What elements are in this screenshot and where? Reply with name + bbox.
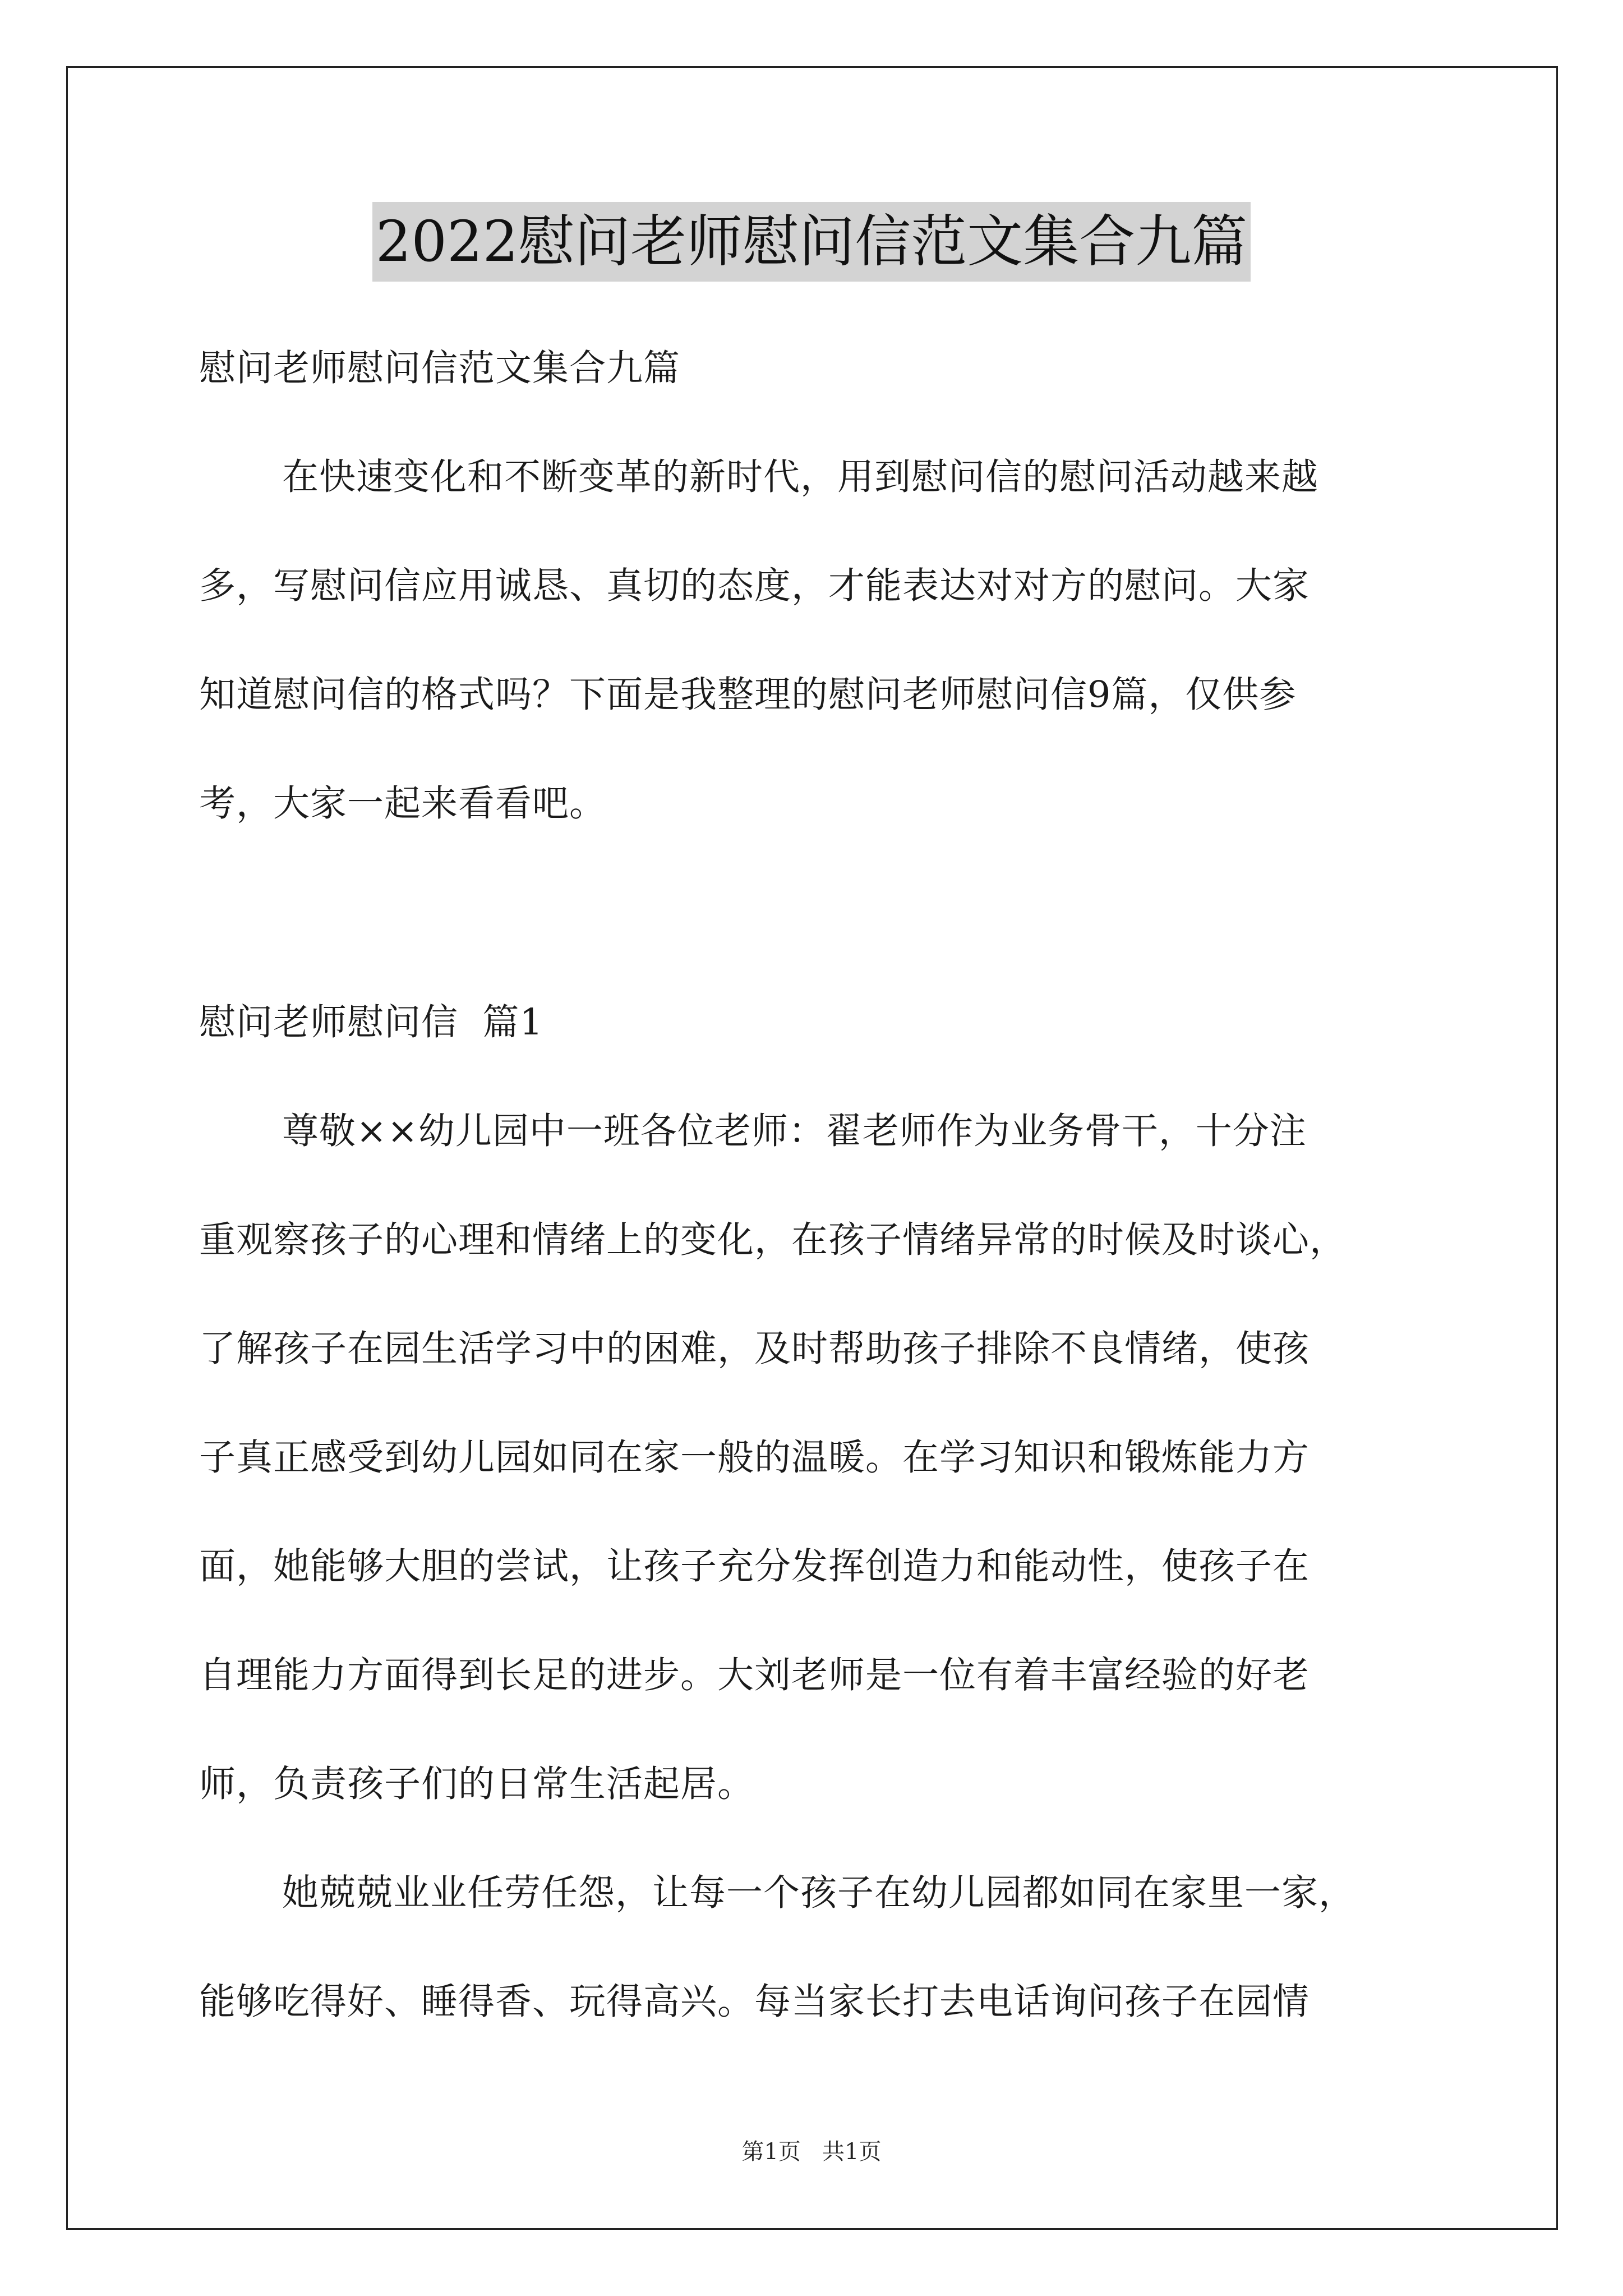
section1-para1-line: 重观察孩子的心理和情绪上的变化，在孩子情绪异常的时候及时谈心， (199, 1219, 1347, 1261)
intro-line: 多，写慰问信应用诚恳、真切的态度，才能表达对对方的慰问。大家 (199, 565, 1310, 607)
page-footer (0, 2136, 1623, 2168)
intro-heading: 慰问老师慰问信范文集合九篇 (199, 347, 681, 389)
section1-para2-line: 她兢兢业业任劳任怨，让每一个孩子在幼儿园都如同在家里一家， (282, 1872, 1356, 1914)
section1-para1-line: 自理能力方面得到长足的进步。大刘老师是一位有着丰富经验的好老 (199, 1654, 1310, 1696)
section1-para1-line: 了解孩子在园生活学习中的困难，及时帮助孩子排除不良情绪，使孩 (199, 1328, 1310, 1370)
intro-line: 考，大家一起来看看吧。 (199, 783, 607, 825)
section1-para1-line: 面，她能够大胆的尝试，让孩子充分发挥创造力和能动性，使孩子在 (199, 1545, 1310, 1588)
section1-para1-line: 子真正感受到幼儿园如同在家一般的温暖。在学习知识和锻炼能力方 (199, 1437, 1310, 1479)
section1-para2-line: 能够吃得好、睡得香、玩得高兴。每当家长打去电话询问孩子在园情 (199, 1981, 1310, 2023)
document-title: 2022慰问老师慰问信范文集合九篇 (372, 202, 1251, 282)
intro-line: 知道慰问信的格式吗？下面是我整理的慰问老师慰问信9篇，仅供参 (199, 674, 1297, 716)
intro-line: 在快速变化和不断变革的新时代，用到慰问信的慰问活动越来越 (282, 456, 1319, 498)
document-body (199, 314, 1450, 2056)
section1-heading: 慰问老师慰问信 篇1 (199, 1001, 543, 1043)
section1-para1-line: 尊敬××幼儿园中一班各位老师：翟老师作为业务骨干，十分注 (282, 1110, 1307, 1152)
page-number: 第1页 共1页 (741, 2139, 882, 2165)
title-wrap (0, 202, 1623, 282)
section1-para1-line: 师，负责孩子们的日常生活起居。 (199, 1763, 755, 1805)
section-gap (199, 858, 1450, 968)
